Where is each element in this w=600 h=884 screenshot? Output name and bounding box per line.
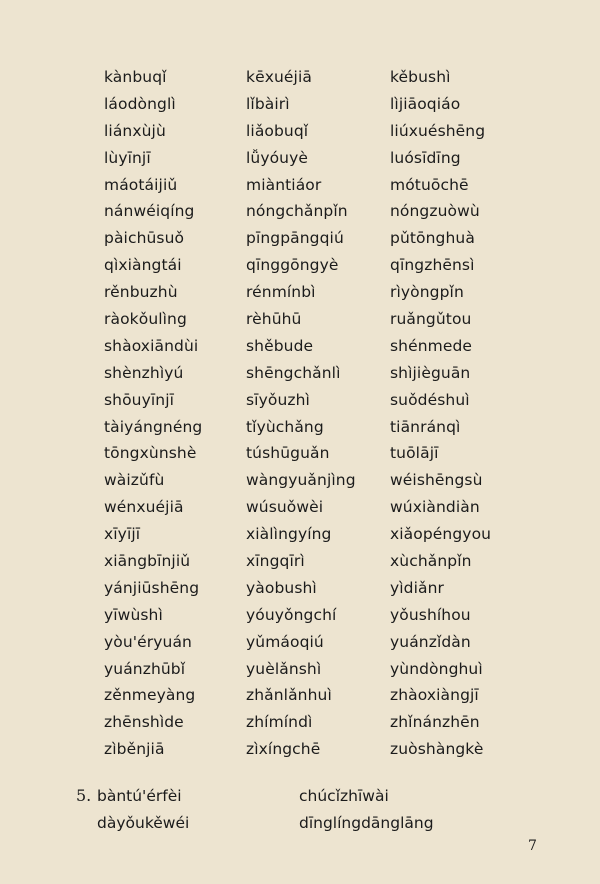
word-item: pǔtōnghuà <box>390 229 475 248</box>
word-item: wúsuǒwèi <box>246 498 324 517</box>
word-item: xiǎopéngyou <box>390 525 492 544</box>
word-item: yàobushì <box>246 578 317 597</box>
word-item: liúxuéshēng <box>390 121 486 140</box>
word-list <box>0 64 600 764</box>
word-item: lùyīnjī <box>104 148 151 167</box>
word-item: dīnglíngdānglāng <box>299 814 434 832</box>
word-item: bàntú'érfèi <box>97 787 182 805</box>
word-item: xiàlìngyíng <box>246 525 332 544</box>
word-item: qīnggōngyè <box>246 256 339 275</box>
word-item: pīngpāngqiú <box>246 229 344 248</box>
word-item: xùchǎnpǐn <box>390 552 472 571</box>
word-item: qīngzhēnsì <box>390 256 475 275</box>
word-item: liǎobuqǐ <box>246 121 309 140</box>
word-item: wúxiàndiàn <box>390 498 480 517</box>
word-item: zhàoxiàngjī <box>390 686 479 705</box>
word-column-2 <box>246 64 356 763</box>
word-item: shēngchǎnlì <box>246 363 341 382</box>
word-item: rìyòngpǐn <box>390 283 464 302</box>
word-item: rěnbuzhù <box>104 283 178 302</box>
word-item: zìxíngchē <box>246 740 321 759</box>
word-item: yùndònghuì <box>390 659 483 678</box>
word-item: lǚyóuyè <box>246 148 309 167</box>
word-item: miàntiáor <box>246 175 322 194</box>
word-item: zhǎnlǎnhuì <box>246 686 332 705</box>
word-item: lǐbàirì <box>246 94 290 113</box>
word-item: tuōlājī <box>390 444 439 463</box>
word-item: wéishēngsù <box>390 471 483 490</box>
word-item: sīyǒuzhì <box>246 390 310 409</box>
word-item: yìdiǎnr <box>390 578 445 597</box>
word-item: tàiyángnéng <box>104 417 203 436</box>
word-item: dàyǒukěwéi <box>97 814 190 832</box>
word-item: máotáijiǔ <box>104 175 178 194</box>
word-item: luósīdīng <box>390 148 461 167</box>
word-column-3 <box>390 64 491 763</box>
exercise-number: 5. <box>76 786 92 805</box>
word-item: yóuyǒngchí <box>246 605 337 624</box>
word-item: shěbude <box>246 336 314 355</box>
word-item: zìběnjiā <box>104 740 165 759</box>
word-item: túshūguǎn <box>246 444 330 463</box>
word-item: xīngqīrì <box>246 552 305 571</box>
word-item: zhǐnánzhēn <box>390 713 480 732</box>
word-item: xiāngbīnjiǔ <box>104 552 191 571</box>
word-item: xīyījī <box>104 525 141 544</box>
word-item: ruǎngǔtou <box>390 310 472 329</box>
word-item: yuèlǎnshì <box>246 659 322 678</box>
word-item: nóngzuòwù <box>390 202 480 221</box>
word-item: yǔmáoqiú <box>246 632 324 651</box>
word-item: liánxùjù <box>104 121 166 140</box>
word-item: shōuyīnjī <box>104 390 175 409</box>
word-item: shìjièguān <box>390 363 471 382</box>
word-item: kēxuéjiā <box>246 68 312 86</box>
page-number: 7 <box>528 838 537 854</box>
word-item: tōngxùnshè <box>104 444 197 463</box>
word-item: zhēnshìde <box>104 713 184 732</box>
word-item: ràokǒulìng <box>104 310 187 329</box>
word-item: suǒdéshuì <box>390 390 470 409</box>
word-item: wénxuéjiā <box>104 498 184 517</box>
word-item: kànbuqǐ <box>104 68 167 86</box>
word-item: chúcǐzhīwài <box>299 787 389 805</box>
word-item: qìxiàngtái <box>104 256 182 275</box>
word-item: shènzhìyú <box>104 363 184 382</box>
word-item: zhímíndì <box>246 713 313 732</box>
word-item: mótuōchē <box>390 175 469 194</box>
word-item: nánwéiqíng <box>104 202 195 221</box>
word-item: yǒushíhou <box>390 605 471 624</box>
word-item: zuòshàngkè <box>390 740 484 759</box>
word-item: tiānránqì <box>390 417 461 436</box>
word-item: shàoxiāndùi <box>104 336 199 355</box>
word-item: yuánzǐdàn <box>390 632 471 651</box>
word-item: láodònglì <box>104 94 176 113</box>
word-item: yánjiūshēng <box>104 578 200 597</box>
word-item: rèhūhū <box>246 310 302 329</box>
word-item: pàichūsuǒ <box>104 229 185 248</box>
word-column-1 <box>104 64 202 763</box>
exercise-5 <box>0 782 600 842</box>
word-item: tǐyùchǎng <box>246 417 324 436</box>
word-item: kěbushì <box>390 68 451 86</box>
word-item: wàizǔfù <box>104 471 165 490</box>
word-item: yīwùshì <box>104 605 163 624</box>
word-item: yuánzhūbǐ <box>104 659 186 678</box>
word-item: wàngyuǎnjìng <box>246 471 356 490</box>
word-item: shénmede <box>390 336 473 355</box>
word-item: lìjiāoqiáo <box>390 94 461 113</box>
word-item: nóngchǎnpǐn <box>246 202 348 221</box>
word-item: yòu'éryuán <box>104 632 192 651</box>
word-item: zěnmeyàng <box>104 686 196 705</box>
word-item: rénmínbì <box>246 283 316 302</box>
